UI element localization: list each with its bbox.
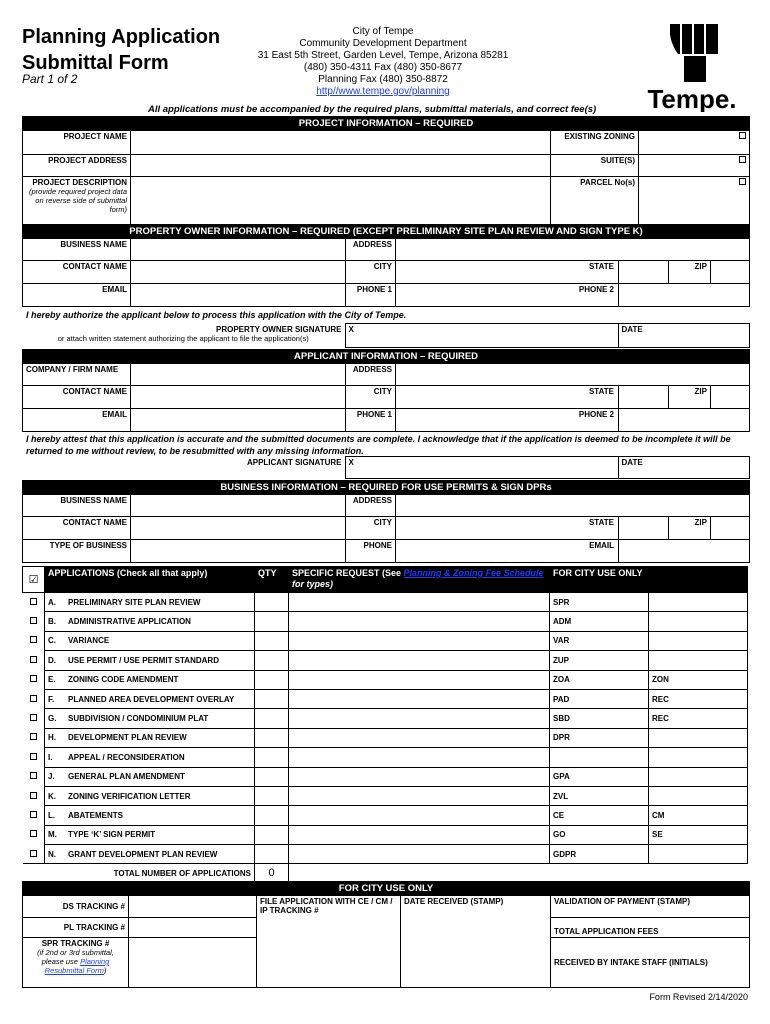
application-specific-field[interactable]	[289, 728, 550, 747]
parcel-label: PARCEL No(s)	[551, 177, 639, 227]
business-city-field[interactable]	[396, 517, 619, 540]
city-code-1: GO	[550, 825, 649, 844]
business-zip-field[interactable]	[711, 517, 750, 540]
street-address: 31 East 5th Street, Garden Level, Tempe, Arizona 85281	[257, 50, 509, 61]
application-name-cell	[45, 670, 255, 689]
application-letter: E.	[48, 675, 56, 685]
spr-tracking-note	[26, 948, 125, 975]
city-code-2	[649, 786, 748, 805]
application-checkbox-cell[interactable]	[23, 767, 45, 786]
application-specific-field[interactable]	[289, 689, 550, 708]
application-row	[23, 767, 748, 786]
project-description-title: PROJECT DESCRIPTION	[32, 178, 127, 187]
application-name-cell	[45, 825, 255, 844]
city-code-2	[649, 767, 748, 786]
specific-request-tail: for types)	[292, 579, 334, 589]
owner-contact-label: CONTACT NAME	[23, 261, 131, 284]
application-checkbox[interactable]	[30, 733, 37, 740]
city-code-2: ZON	[649, 670, 748, 689]
tempe-logo	[640, 20, 750, 112]
application-specific-field[interactable]	[289, 612, 550, 631]
business-info-heading: BUSINESS INFORMATION – REQUIRED FOR USE PERMITS & SIGN DPRs	[23, 481, 750, 495]
title-line-2: Submittal Form	[22, 52, 169, 74]
resubmittal-form-link[interactable]: Planning Resubmittal Form	[44, 957, 110, 975]
owner-phone2-field[interactable]	[619, 284, 750, 307]
applicant-attest-text: I hereby attest that this application is accurate and the submitted documents are complete. I acknowledge that if the application is deemed to be incomplete it will be returned to me without review, to be resubmitted with any missing information.	[26, 434, 731, 456]
city-code-2	[649, 845, 748, 864]
application-name-cell	[45, 651, 255, 670]
total-applications-label: TOTAL NUMBER OF APPLICATIONS	[23, 864, 255, 883]
applicant-zip-field[interactable]	[711, 386, 750, 409]
applicant-phone2-label: PHONE 2	[578, 410, 614, 419]
application-checkbox-cell[interactable]	[23, 748, 45, 767]
owner-state-label: STATE	[588, 262, 614, 271]
city-use-heading: FOR CITY USE ONLY	[23, 882, 750, 896]
business-email-field[interactable]	[619, 540, 750, 563]
city-code-1	[550, 748, 649, 767]
application-name: GRANT DEVELOPMENT PLAN REVIEW	[68, 849, 218, 859]
check-all-checkbox[interactable]: ☑	[23, 567, 45, 593]
application-checkbox[interactable]	[30, 656, 37, 663]
application-name: ZONING CODE AMENDMENT	[68, 675, 179, 685]
business-contact-field[interactable]	[131, 517, 346, 540]
application-letter: A.	[48, 597, 56, 607]
business-phone-field[interactable]	[396, 540, 619, 563]
business-email-label: EMAIL	[589, 541, 614, 550]
applicant-contact-label: CONTACT NAME	[23, 386, 131, 409]
application-row	[23, 728, 748, 747]
applicant-company-label: COMPANY / FIRM NAME	[23, 364, 131, 386]
owner-phone1-label: PHONE 1	[346, 284, 396, 307]
validation-payment-stamp: VALIDATION OF PAYMENT (STAMP)	[551, 896, 750, 918]
form-title	[22, 24, 220, 76]
owner-state-field[interactable]	[619, 261, 669, 284]
total-applications-value[interactable]: 0	[255, 864, 289, 883]
owner-signature-table	[22, 323, 750, 348]
application-specific-field[interactable]	[289, 709, 550, 728]
applicant-info-heading: APPLICANT INFORMATION – REQUIRED	[23, 350, 750, 364]
city-code-1: ZVL	[550, 786, 649, 805]
pl-tracking-label: PL TRACKING #	[23, 918, 129, 938]
application-row	[23, 631, 748, 650]
application-checkbox-cell[interactable]	[23, 806, 45, 825]
owner-alt-note: or attach written statement authorizing the applicant to file the application(s)	[57, 333, 309, 343]
owner-authorize-text: I hereby authorize the applicant below to process this application with the City of Tempe.	[26, 310, 407, 320]
applicant-address-field[interactable]	[396, 364, 750, 386]
application-name: GENERAL PLAN AMENDMENT	[68, 772, 185, 782]
city-code-2: CM	[649, 806, 748, 825]
city-code-1: ADM	[550, 612, 649, 631]
existing-zoning-checkbox[interactable]	[739, 132, 746, 139]
owner-business-name-field[interactable]	[131, 239, 346, 261]
project-address-field[interactable]	[131, 155, 551, 177]
application-qty-field[interactable]	[255, 709, 289, 728]
project-description-label	[23, 177, 131, 227]
application-qty-field[interactable]	[255, 728, 289, 747]
owner-date-field[interactable]: DATE	[618, 324, 749, 348]
application-name-cell	[45, 748, 255, 767]
applicant-company-field[interactable]	[131, 364, 346, 386]
spr-note-text: (if 2nd or 3rd submittal, please use	[37, 948, 114, 966]
application-name: ADMINISTRATIVE APPLICATION	[68, 617, 191, 627]
applicant-email-label: EMAIL	[23, 409, 131, 432]
application-checkbox[interactable]	[30, 636, 37, 643]
applicant-city-label: CITY	[346, 386, 396, 409]
application-specific-field[interactable]	[289, 767, 550, 786]
application-name-cell	[45, 612, 255, 631]
application-qty-field[interactable]	[255, 631, 289, 650]
submittal-notice: All applications must be accompanied by the required plans, submittal materials, and correct fee(s)	[148, 104, 597, 115]
fee-schedule-link[interactable]: Planning & Zoning Fee Schedule	[403, 568, 544, 578]
city-code-1: ZUP	[550, 651, 649, 670]
application-checkbox[interactable]	[30, 792, 37, 799]
application-letter: G.	[48, 714, 57, 724]
applicant-signature-label: APPLICANT SIGNATURE	[246, 457, 342, 467]
business-state-label: STATE	[588, 518, 614, 527]
application-row	[23, 786, 748, 805]
total-fees-label: TOTAL APPLICATION FEES	[551, 918, 750, 938]
applicant-city-field[interactable]	[396, 386, 619, 409]
city-use-table	[22, 881, 750, 988]
application-name: PLANNED AREA DEVELOPMENT OVERLAY	[68, 694, 235, 704]
application-row	[23, 748, 748, 767]
application-name: DEVELOPMENT PLAN REVIEW	[68, 733, 187, 743]
applicant-info-table	[22, 349, 750, 432]
owner-signature-field[interactable]: X	[345, 324, 618, 348]
application-qty-field[interactable]	[255, 612, 289, 631]
business-zip-label: ZIP	[669, 517, 711, 540]
city-address-block	[250, 26, 516, 98]
applicant-signature-table	[22, 456, 750, 479]
city-code-2: REC	[649, 709, 748, 728]
application-letter: M.	[48, 830, 57, 840]
owner-address-label: ADDRESS	[346, 239, 396, 261]
logo-wordmark: Tempe.	[647, 84, 737, 112]
application-qty-field[interactable]	[255, 786, 289, 805]
application-letter: L.	[48, 810, 56, 820]
pl-tracking-field[interactable]	[129, 918, 257, 938]
project-description-field[interactable]	[131, 177, 551, 227]
application-checkbox[interactable]	[30, 598, 37, 605]
application-checkbox[interactable]	[30, 714, 37, 721]
application-letter: C.	[48, 636, 56, 646]
applicant-contact-field[interactable]	[131, 386, 346, 409]
owner-phone2-label: PHONE 2	[578, 285, 614, 294]
business-address-label: ADDRESS	[346, 495, 396, 517]
application-qty-field[interactable]	[255, 748, 289, 767]
application-checkbox[interactable]	[30, 850, 37, 857]
application-name: ABATEMENTS	[68, 810, 123, 820]
owner-email-field[interactable]	[131, 284, 346, 307]
suites-label: SUITE(S)	[551, 155, 639, 177]
application-qty-field[interactable]	[255, 689, 289, 708]
application-specific-field[interactable]	[289, 806, 550, 825]
applicant-date-field[interactable]: DATE	[618, 457, 749, 479]
project-name-field[interactable]	[131, 131, 551, 155]
city-code-1: ZOA	[550, 670, 649, 689]
application-letter: B.	[48, 617, 56, 627]
application-qty-field[interactable]	[255, 845, 289, 864]
city-code-2: SE	[649, 825, 748, 844]
city-code-2	[649, 748, 748, 767]
applicant-state-field[interactable]	[619, 386, 669, 409]
city-code-1: GPA	[550, 767, 649, 786]
application-checkbox-cell[interactable]	[23, 786, 45, 805]
application-name: PRELIMINARY SITE PLAN REVIEW	[68, 597, 201, 607]
planning-url-link[interactable]: http//www.tempe.gov/planning	[316, 86, 450, 97]
project-address-label: PROJECT ADDRESS	[23, 155, 131, 177]
city-code-2	[649, 651, 748, 670]
city-code-1: SPR	[550, 593, 649, 612]
received-by-label: RECEIVED BY INTAKE STAFF (INITIALS)	[551, 938, 750, 988]
ds-tracking-label: DS TRACKING #	[23, 896, 129, 918]
application-row	[23, 612, 748, 631]
business-name-field[interactable]	[131, 495, 346, 517]
qty-header: QTY	[255, 567, 289, 593]
owner-address-field[interactable]	[396, 239, 750, 261]
city-code-1: PAD	[550, 689, 649, 708]
business-phone-label: PHONE	[346, 540, 396, 563]
application-name-cell	[45, 593, 255, 612]
department-name: Community Development Department	[299, 38, 467, 49]
owner-phone1-field[interactable]	[396, 284, 619, 307]
file-application-label: FILE APPLICATION WITH CE / CM / IP TRACKING #	[257, 896, 401, 988]
city-code-1: CE	[550, 806, 649, 825]
application-row	[23, 689, 748, 708]
city-code-1: DPR	[550, 728, 649, 747]
owner-city-field[interactable]	[396, 261, 619, 284]
owner-email-label: EMAIL	[23, 284, 131, 307]
applicant-email-field[interactable]	[131, 409, 346, 432]
application-checkbox-cell[interactable]	[23, 728, 45, 747]
specific-request-text: SPECIFIC REQUEST (See	[292, 568, 402, 578]
application-specific-field[interactable]	[289, 593, 550, 612]
application-qty-field[interactable]	[255, 593, 289, 612]
application-name-cell	[45, 728, 255, 747]
application-row	[23, 593, 748, 612]
application-row	[23, 825, 748, 844]
application-name: APPEAL / RECONSIDERATION	[68, 752, 185, 762]
city-code-2	[649, 593, 748, 612]
existing-zoning-label: EXISTING ZONING	[551, 131, 639, 155]
city-code-2	[649, 631, 748, 650]
city-code-1: VAR	[550, 631, 649, 650]
business-address-field[interactable]	[396, 495, 750, 517]
city-code-2: REC	[649, 689, 748, 708]
application-letter: D.	[48, 655, 56, 665]
application-name-cell	[45, 631, 255, 650]
application-name: TYPE ‘K’ SIGN PERMIT	[68, 830, 156, 840]
application-specific-field[interactable]	[289, 748, 550, 767]
parcel-field[interactable]	[639, 177, 750, 227]
owner-contact-field[interactable]	[131, 261, 346, 284]
application-checkbox[interactable]	[30, 830, 37, 837]
application-row	[23, 845, 748, 864]
applicant-zip-label: ZIP	[669, 386, 711, 409]
application-letter: H.	[48, 733, 56, 743]
existing-zoning-field[interactable]	[639, 131, 750, 155]
city-code-1: GDPR	[550, 845, 649, 864]
application-name-cell	[45, 709, 255, 728]
business-contact-label: CONTACT NAME	[23, 517, 131, 540]
application-rows	[23, 593, 748, 864]
application-letter: F.	[48, 694, 55, 704]
application-specific-field[interactable]	[289, 825, 550, 844]
ds-tracking-field[interactable]	[129, 896, 257, 918]
tempe-t-icon	[640, 20, 750, 112]
application-checkbox-cell[interactable]	[23, 631, 45, 650]
application-name: ZONING VERIFICATION LETTER	[68, 791, 191, 801]
application-row	[23, 709, 748, 728]
business-type-field[interactable]	[131, 540, 346, 563]
project-info-heading: PROJECT INFORMATION – REQUIRED	[23, 117, 750, 131]
city-use-header: FOR CITY USE ONLY	[550, 567, 748, 593]
owner-info-table	[22, 224, 750, 307]
owner-signature-label: PROPERTY OWNER SIGNATURE	[216, 324, 342, 334]
application-checkbox-cell[interactable]	[23, 845, 45, 864]
business-state-field[interactable]	[619, 517, 669, 540]
owner-zip-field[interactable]	[711, 261, 750, 284]
applicant-phone1-label: PHONE 1	[346, 409, 396, 432]
application-name: SUBDIVISION / CONDOMINIUM PLAT	[68, 714, 209, 724]
application-row	[23, 670, 748, 689]
planning-fax: Planning Fax (480) 350-8872	[318, 74, 448, 85]
application-specific-field[interactable]	[289, 651, 550, 670]
application-row	[23, 806, 748, 825]
application-checkbox-cell[interactable]	[23, 593, 45, 612]
application-row	[23, 651, 748, 670]
application-name-cell	[45, 786, 255, 805]
application-checkbox-cell[interactable]	[23, 689, 45, 708]
project-info-table	[22, 116, 750, 227]
city-code-1: SBD	[550, 709, 649, 728]
application-qty-field[interactable]	[255, 825, 289, 844]
applications-table	[22, 566, 748, 883]
application-letter: K.	[48, 791, 56, 801]
project-name-label: PROJECT NAME	[23, 131, 131, 155]
applicant-phone1-field[interactable]	[396, 409, 619, 432]
title-line-1: Planning Application	[22, 26, 221, 48]
application-checkbox-cell[interactable]	[23, 825, 45, 844]
application-checkbox[interactable]	[30, 695, 37, 702]
project-description-note: (provide required project data on reverse side of submittal form)	[29, 187, 127, 214]
city-code-2	[649, 612, 748, 631]
suites-field[interactable]	[639, 155, 750, 177]
owner-business-name-label: BUSINESS NAME	[23, 239, 131, 261]
application-specific-field[interactable]	[289, 845, 550, 864]
spr-tracking-label-cell	[23, 938, 129, 988]
spr-note-close: )	[103, 966, 107, 975]
application-letter: J.	[48, 772, 55, 782]
application-name-cell	[45, 806, 255, 825]
application-letter: I.	[48, 752, 53, 762]
application-checkbox-cell[interactable]	[23, 670, 45, 689]
application-checkbox[interactable]	[30, 675, 37, 682]
application-qty-field[interactable]	[255, 806, 289, 825]
applicant-signature-field[interactable]: X	[345, 457, 618, 479]
application-name: USE PERMIT / USE PERMIT STANDARD	[68, 655, 219, 665]
applicant-state-label: STATE	[588, 387, 614, 396]
application-qty-field[interactable]	[255, 767, 289, 786]
application-checkbox[interactable]	[30, 753, 37, 760]
application-checkbox[interactable]	[30, 617, 37, 624]
business-city-label: CITY	[346, 517, 396, 540]
phone-numbers: (480) 350-4311 Fax (480) 350-8677	[303, 62, 463, 73]
city-code-2	[649, 728, 748, 747]
business-type-label: TYPE OF BUSINESS	[23, 540, 131, 563]
application-checkbox-cell[interactable]	[23, 612, 45, 631]
part-label: Part 1 of 2	[22, 72, 78, 86]
application-specific-field[interactable]	[289, 786, 550, 805]
parcel-checkbox[interactable]	[739, 178, 746, 185]
business-info-table	[22, 480, 750, 563]
application-letter: N.	[48, 849, 56, 859]
application-specific-field[interactable]	[289, 631, 550, 650]
application-qty-field[interactable]	[255, 670, 289, 689]
application-checkbox[interactable]	[30, 811, 37, 818]
specific-request-header	[289, 567, 550, 593]
application-name-cell	[45, 845, 255, 864]
form-revised-date: Form Revised 2/14/2020	[649, 992, 748, 1002]
owner-city-label: CITY	[346, 261, 396, 284]
suites-checkbox[interactable]	[739, 156, 746, 163]
business-name-label: BUSINESS NAME	[23, 495, 131, 517]
application-qty-field[interactable]	[255, 651, 289, 670]
application-checkbox[interactable]	[30, 772, 37, 779]
application-checkbox-cell[interactable]	[23, 709, 45, 728]
application-name-cell	[45, 689, 255, 708]
date-received-stamp: DATE RECEIVED (STAMP)	[401, 896, 551, 988]
application-name: VARIANCE	[68, 636, 110, 646]
application-name-cell	[45, 767, 255, 786]
spr-tracking-field[interactable]	[129, 938, 257, 988]
owner-signature-label-cell	[22, 324, 345, 348]
applications-header: APPLICATIONS (Check all that apply)	[45, 567, 255, 593]
city-name: City of Tempe	[352, 26, 414, 37]
owner-info-heading: PROPERTY OWNER INFORMATION – REQUIRED (EXCEPT PRELIMINARY SITE PLAN REVIEW AND SIGN TYPE K)	[23, 225, 750, 239]
owner-zip-label: ZIP	[669, 261, 711, 284]
spr-tracking-label: SPR TRACKING #	[41, 939, 110, 948]
applicant-address-label: ADDRESS	[346, 364, 396, 386]
application-specific-field[interactable]	[289, 670, 550, 689]
application-checkbox-cell[interactable]	[23, 651, 45, 670]
applicant-phone2-field[interactable]	[619, 409, 750, 432]
